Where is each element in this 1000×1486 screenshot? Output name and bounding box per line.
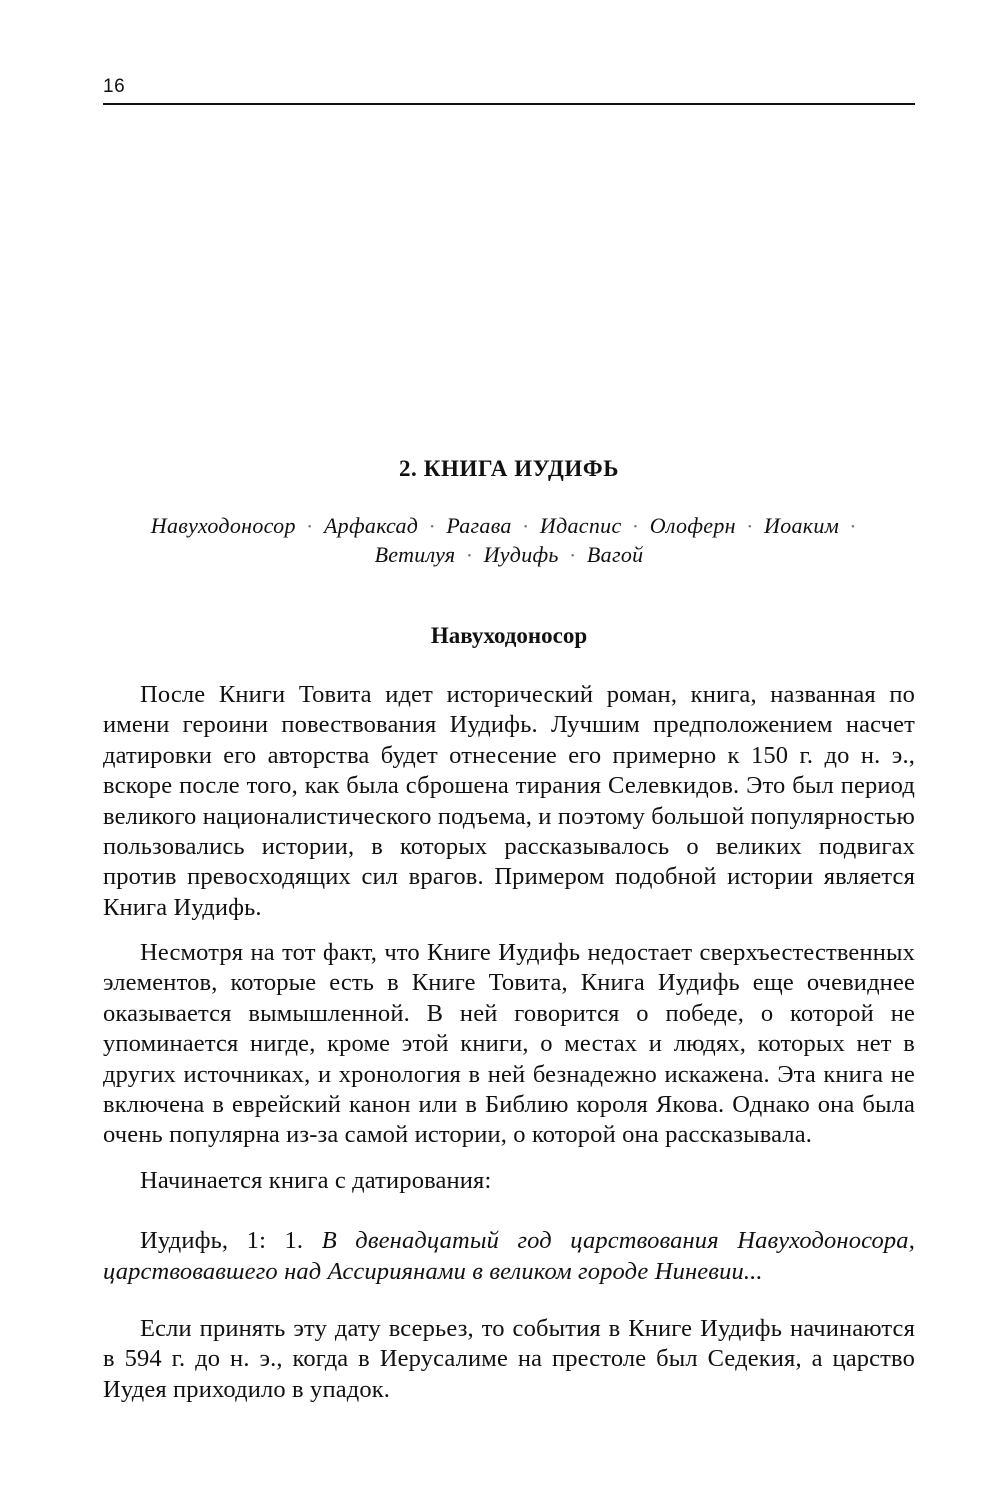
topic-item: Иоаким xyxy=(764,513,840,538)
header-rule xyxy=(103,103,915,105)
topic-item: Навуходоносор xyxy=(150,513,296,538)
topic-separator: • xyxy=(851,521,856,533)
topic-item: Идаспис xyxy=(539,513,622,538)
section-title: Навуходоносор xyxy=(430,623,588,648)
topic-item: Олоферн xyxy=(649,513,736,538)
scripture-quote xyxy=(103,1226,915,1287)
chapter-topics xyxy=(103,512,915,570)
page-number: 16 xyxy=(103,76,126,97)
quote-text: В двенадцатый год царствования Навуходоносора, царствовавшего над Ассириянами в великом городе Ниневии... xyxy=(103,1227,915,1285)
topic-item: Вагой xyxy=(586,542,644,567)
body-paragraph: Несмотря на тот факт, что Книге Иудифь недостает сверхъестественных элементов, которые есть в Книге Товита, Книга Иудифь еще очевиднее оказывается вымышленной. В ней говорится о победе, о которой не упоминается нигде, кроме этой книги, о местах и людях, которых нет в других источниках, и хронология в ней безнадежно искажена. Эта книга не включена в еврейский канон или в Библию короля Якова. Однако она была очень популярна из-за самой истории, о которой она рассказывала. xyxy=(103,939,915,1149)
body-paragraph: Начинается книга с датирования: xyxy=(140,1167,492,1194)
quote-reference: Иудифь, 1: 1. xyxy=(140,1227,304,1254)
topic-separator: • xyxy=(430,521,435,533)
topic-separator: • xyxy=(523,521,528,533)
topic-separator: • xyxy=(633,521,638,533)
topic-separator: • xyxy=(747,521,753,533)
topic-separator: • xyxy=(307,521,312,533)
topic-item: Иудифь xyxy=(483,542,559,567)
topic-separator: • xyxy=(570,550,575,562)
topic-item: Рагава xyxy=(446,513,512,538)
closing-paragraph: Если принять эту дату всерьез, то события в Книге Иудифь начинаются в 594 г. до н. э., когда в Иерусалиме на престоле был Седекия, а царство Иудея приходило в упадок. xyxy=(103,1315,915,1403)
topic-separator: • xyxy=(467,550,472,562)
topic-item: Арфаксад xyxy=(323,513,419,538)
chapter-title: 2. КНИГА ИУДИФЬ xyxy=(398,456,620,481)
body-paragraph: После Книги Товита идет исторический роман, книга, названная по имени героини повествования Иудифь. Лучшим предположением насчет датировки его авторства будет отнесение его примерно к 150 г. до н. э., вскоре после того, как была сброшена тирания Селевкидов. Это был период великого националистического подъема, и поэтому большой популярностью пользовались истории, в которых рассказывалось о великих подвигах против превосходящих сил врагов. Примером подобной истории является Книга Иудифь. xyxy=(103,681,915,921)
topic-item: Ветилуя xyxy=(374,542,456,567)
